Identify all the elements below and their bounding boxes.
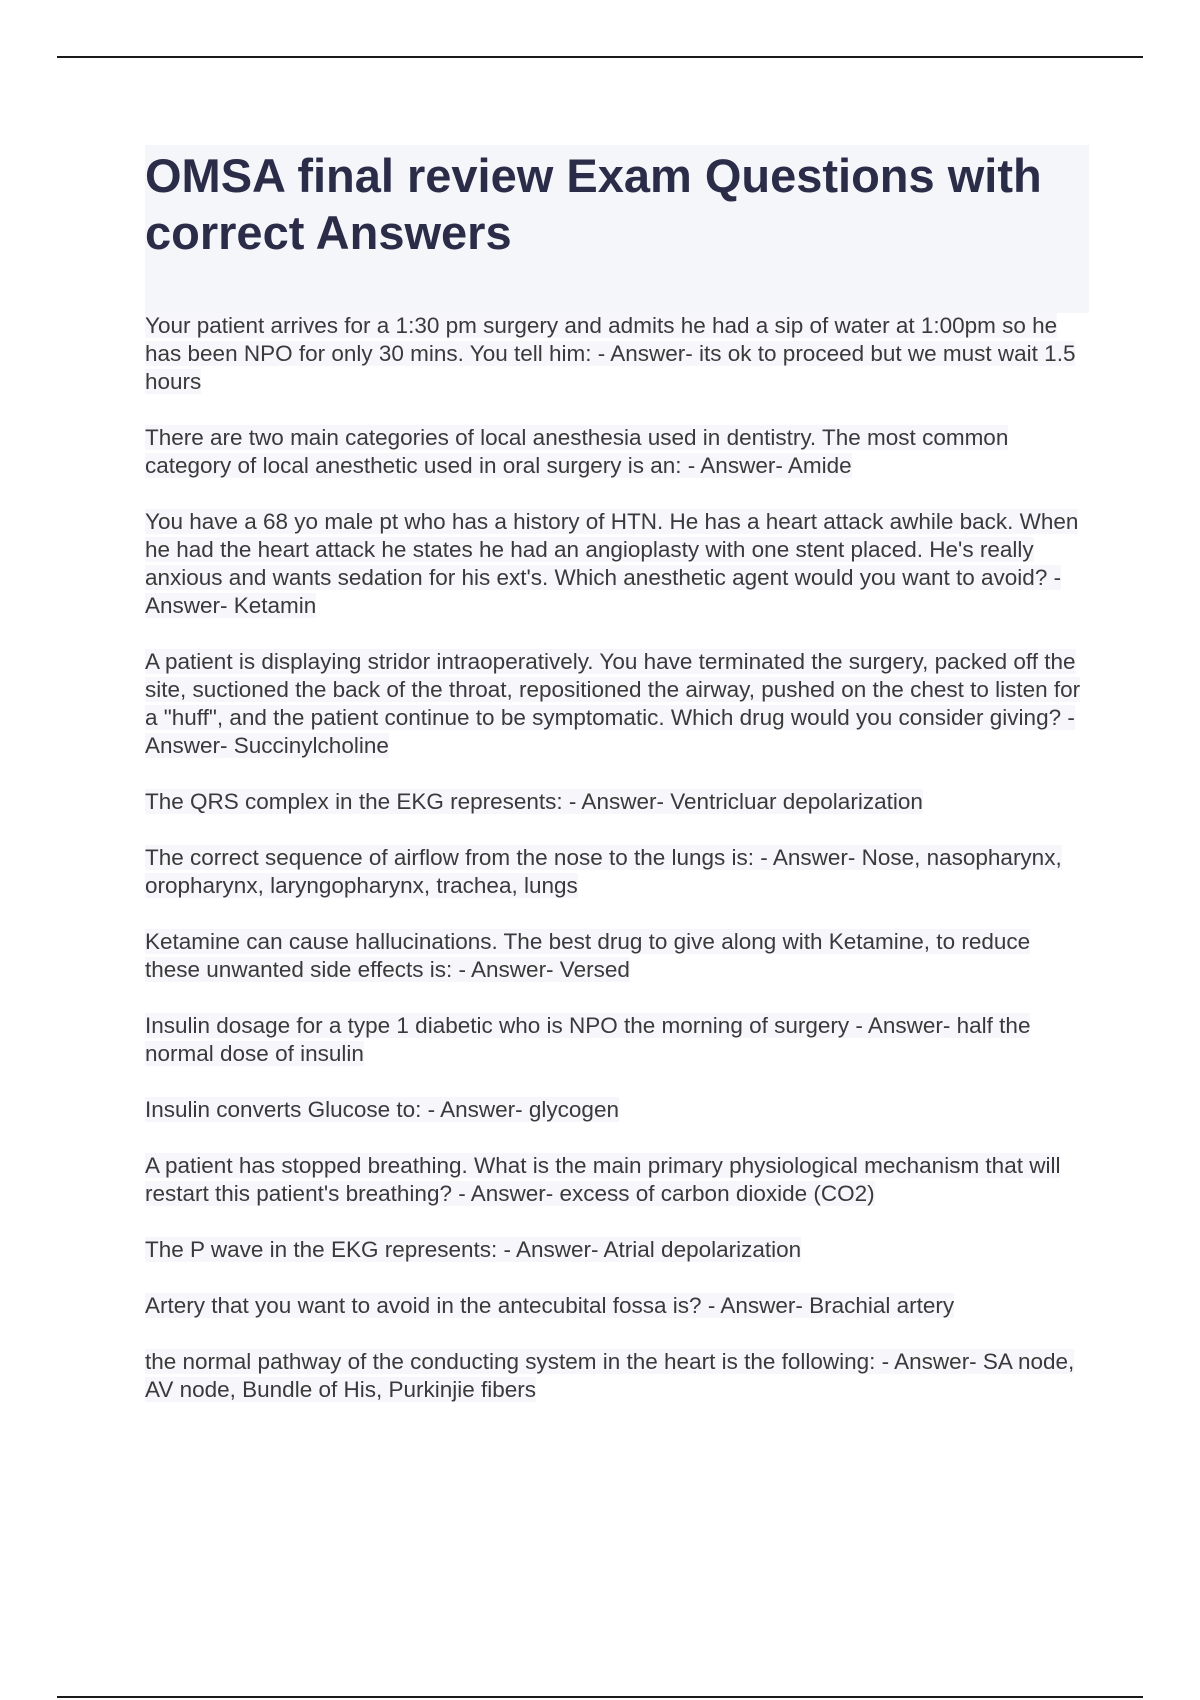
qa-text: The correct sequence of airflow from the nose to the lungs is: - Answer- Nose, nasopharynx, oropharynx, laryngopharynx, trachea, lungs (145, 845, 1062, 898)
qa-item (145, 844, 1091, 900)
qa-text: Ketamine can cause hallucinations. The best drug to give along with Ketamine, to reduce these unwanted side effects is: - Answer- Versed (145, 929, 1031, 982)
bottom-rule (57, 1696, 1143, 1698)
qa-item (145, 312, 1091, 396)
qa-text: The P wave in the EKG represents: - Answer- Atrial depolarization (145, 1237, 802, 1262)
qa-item (145, 508, 1091, 620)
qa-text: A patient has stopped breathing. What is the main primary physiological mechanism that will restart this patient's breathing? - Answer- excess of carbon dioxide (CO2) (145, 1153, 1061, 1206)
qa-text: You have a 68 yo male pt who has a history of HTN. He has a heart attack awhile back. When he had the heart attack he states he had an angioplasty with one stent placed. He's really anxious and wants sedation for his ext's. Which anesthetic agent would you want to avoid? - Answer- Ketamin (145, 509, 1079, 618)
qa-item (145, 1348, 1091, 1404)
qa-item (145, 928, 1091, 984)
qa-text: Artery that you want to avoid in the antecubital fossa is? - Answer- Brachial artery (145, 1293, 955, 1318)
qa-item (145, 424, 1091, 480)
qa-item (145, 788, 1091, 816)
qa-text: Your patient arrives for a 1:30 pm surgery and admits he had a sip of water at 1:00pm so he has been NPO for only 30 mins. You tell him: - Answer- its ok to proceed but we must wait 1.5 hours (145, 313, 1076, 394)
title-block (145, 145, 1089, 313)
qa-text: the normal pathway of the conducting system in the heart is the following: - Answer- SA node, AV node, Bundle of His, Purkinjie fibers (145, 1349, 1075, 1402)
qa-text: Insulin converts Glucose to: - Answer- glycogen (145, 1097, 619, 1122)
qa-text: There are two main categories of local anesthesia used in dentistry. The most common category of local anesthetic used in oral surgery is an: - Answer- Amide (145, 425, 1009, 478)
qa-text: Insulin dosage for a type 1 diabetic who is NPO the morning of surgery - Answer- half the normal dose of insulin (145, 1013, 1031, 1066)
document-title: OMSA final review Exam Questions with correct Answers (145, 149, 1042, 259)
qa-item (145, 1096, 1091, 1124)
qa-item (145, 1292, 1091, 1320)
top-rule (57, 56, 1143, 58)
qa-item (145, 648, 1091, 760)
qa-text: The QRS complex in the EKG represents: - Answer- Ventricluar depolarization (145, 789, 923, 814)
qa-list (145, 312, 1091, 1432)
qa-item (145, 1012, 1091, 1068)
qa-text: A patient is displaying stridor intraoperatively. You have terminated the surgery, packed off the site, suctioned the back of the throat, repositioned the airway, pushed on the chest to listen for a "huff", and the patient continue to be symptomatic. Which drug would you consider giving? - Answer- Succinylcholine (145, 649, 1081, 758)
qa-item (145, 1152, 1091, 1208)
qa-item (145, 1236, 1091, 1264)
